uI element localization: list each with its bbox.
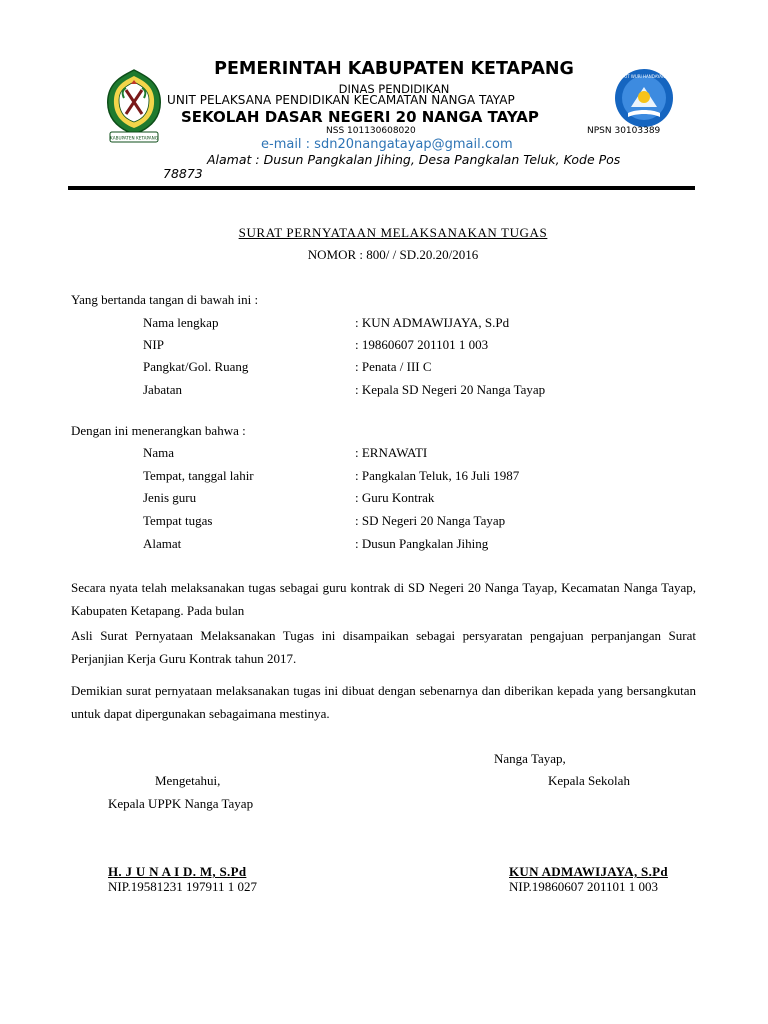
left-signer-name: H. J U N A I D. M, S.Pd <box>108 864 247 879</box>
subject-value-workplace: : SD Negeri 20 Nanga Tayap <box>355 513 506 528</box>
signer-label-rank: Pangkat/Gol. Ruang <box>143 359 249 374</box>
unit-name: UNIT PELAKSANA PENDIDIKAN KECAMATAN NANGA TAYAP <box>167 93 515 107</box>
school-name: SEKOLAH DASAR NEGERI 20 NANGA TAYAP <box>181 108 539 126</box>
statement-paragraph: Secara nyata telah melaksanakan tugas sebagai guru kontrak di SD Negeri 20 Nanga Tayap, Kecamatan Nanga Tayap, Kabupaten Ketapang. Pada bulan <box>71 580 696 618</box>
subject-intro: Dengan ini menerangkan bahwa : <box>71 423 246 438</box>
signer-label-position: Jabatan <box>143 382 182 397</box>
school-email: e-mail : sdn20nangatayap@gmail.com <box>261 137 513 152</box>
subject-value-teacher-type: : Guru Kontrak <box>355 490 435 505</box>
department-name: DINAS PENDIDIKAN <box>338 82 450 96</box>
signer-intro: Yang bertanda tangan di bawah ini : <box>71 292 259 307</box>
signer-label-nip: NIP <box>143 337 164 352</box>
nss-number: NSS 101130608020 <box>326 126 416 136</box>
closing-paragraph: Demikian surat pernyataan melaksanakan tugas ini dibuat dengan sebenarnya dan diberikan kepada yang bersangkutan untuk dapat dipergunakan sebagaimana mestinya. <box>71 683 696 721</box>
right-signer-nip: NIP.19860607 201101 1 003 <box>509 879 659 894</box>
emblem-motto: TUT WURI HANDAYANI <box>621 74 667 79</box>
subject-label-birth: Tempat, tanggal lahir <box>143 468 254 483</box>
document-number: NOMOR : 800/ / SD.20.20/2016 <box>307 247 479 262</box>
subject-value-birth: : Pangkalan Teluk, 16 Juli 1987 <box>355 468 520 483</box>
right-signer-name: KUN ADMAWIJAYA, S.Pd <box>509 864 668 879</box>
left-signer-nip: NIP.19581231 197911 1 027 <box>108 879 258 894</box>
emblem-caption: KABUPATEN KETAPANG <box>110 135 158 141</box>
subject-label-name: Nama <box>143 445 175 460</box>
signer-value-rank: : Penata / III C <box>355 359 432 374</box>
subject-label-workplace: Tempat tugas <box>143 513 213 528</box>
government-name: PEMERINTAH KABUPATEN KETAPANG <box>214 59 574 79</box>
subject-value-name: : ERNAWATI <box>355 445 428 460</box>
acknowledge-label: Mengetahui, <box>155 773 221 788</box>
school-postal-code: 78873 <box>163 166 203 181</box>
district-emblem-icon <box>104 68 164 148</box>
signing-place: Nanga Tayap, <box>494 751 566 766</box>
submission-paragraph: Asli Surat Pernyataan Melaksanakan Tugas ini disampaikan sebagai persyaratan pengajuan perpanjangan Surat Perjanjian Kerja Guru Kontrak tahun 2017. <box>71 628 696 666</box>
signer-value-position: : Kepala SD Negeri 20 Nanga Tayap <box>355 382 546 397</box>
left-signer-position: Kepala UPPK Nanga Tayap <box>108 796 254 811</box>
signer-value-name: : KUN ADMAWIJAYA, S.Pd <box>355 315 510 330</box>
subject-value-address: : Dusun Pangkalan Jihing <box>355 536 489 551</box>
document-title: SURAT PERNYATAAN MELAKSANAKAN TUGAS <box>238 225 548 240</box>
subject-label-address: Alamat <box>143 536 182 551</box>
signer-label-name: Nama lengkap <box>143 315 219 330</box>
npsn-number: NPSN 30103389 <box>587 126 661 136</box>
signer-value-nip: : 19860607 201101 1 003 <box>355 337 489 352</box>
school-address: Alamat : Dusun Pangkalan Jihing, Desa Pangkalan Teluk, Kode Pos <box>207 152 621 167</box>
letterhead-divider <box>68 186 695 190</box>
right-signer-position: Kepala Sekolah <box>548 773 630 788</box>
subject-label-teacher-type: Jenis guru <box>143 490 197 505</box>
